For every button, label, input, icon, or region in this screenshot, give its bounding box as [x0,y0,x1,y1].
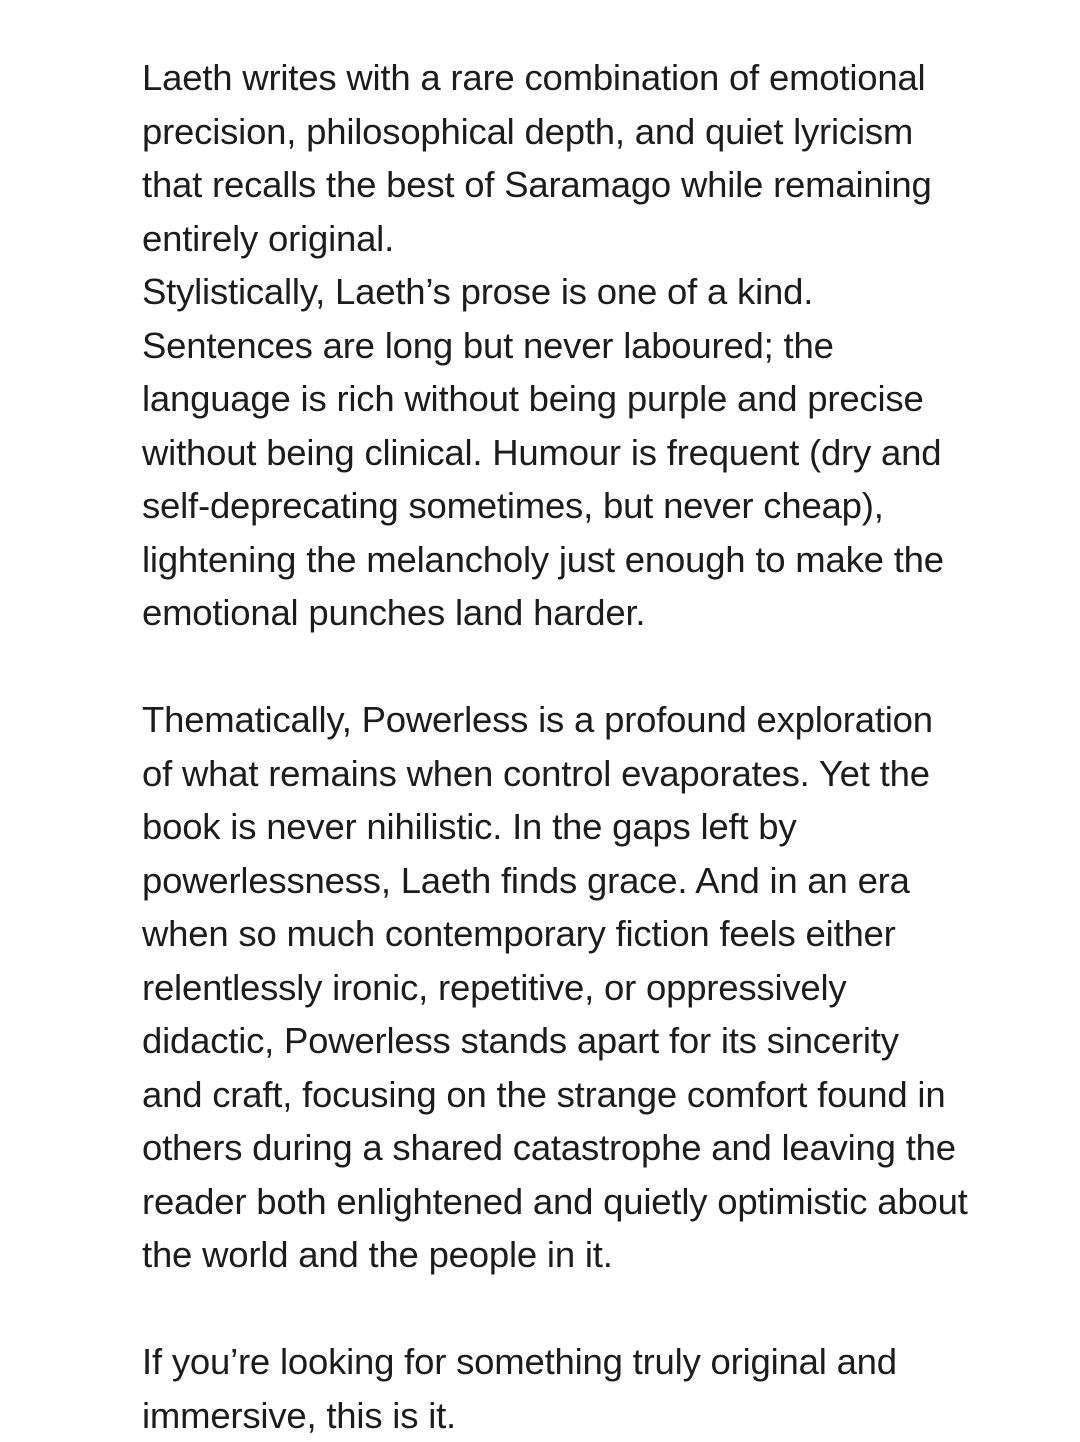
paragraph-3 [142,693,1062,1282]
text-line: reader both enlightened and quietly optimistic about [142,1175,1062,1229]
review-text [142,51,1062,1442]
text-line: of what remains when control evaporates. Yet the [142,747,1062,801]
text-line: If you’re looking for something truly original and [142,1335,1062,1389]
text-line: Stylistically, Laeth’s prose is one of a kind. [142,265,1062,319]
paragraph-2 [142,265,1062,640]
text-line: Thematically, Powerless is a profound exploration [142,693,1062,747]
text-line: entirely original. [142,212,1062,266]
text-line: and craft, focusing on the strange comfort found in [142,1068,1062,1122]
text-line: Sentences are long but never laboured; the [142,319,1062,373]
text-line: precision, philosophical depth, and quiet lyricism [142,105,1062,159]
text-line: when so much contemporary fiction feels either [142,907,1062,961]
paragraph-spacer [142,1282,1062,1336]
text-line: didactic, Powerless stands apart for its sincerity [142,1014,1062,1068]
text-line: others during a shared catastrophe and leaving the [142,1121,1062,1175]
text-line: powerlessness, Laeth finds grace. And in an era [142,854,1062,908]
text-line: emotional punches land harder. [142,586,1062,640]
text-line: lightening the melancholy just enough to make the [142,533,1062,587]
text-line: Laeth writes with a rare combination of emotional [142,51,1062,105]
text-line: self-deprecating sometimes, but never cheap), [142,479,1062,533]
text-line: that recalls the best of Saramago while remaining [142,158,1062,212]
paragraph-1 [142,51,1062,265]
text-line: immersive, this is it. [142,1389,1062,1442]
text-line: language is rich without being purple and precise [142,372,1062,426]
paragraph-4 [142,1335,1062,1442]
text-line: relentlessly ironic, repetitive, or oppressively [142,961,1062,1015]
text-line: book is never nihilistic. In the gaps left by [142,800,1062,854]
text-line: the world and the people in it. [142,1228,1062,1282]
text-line: without being clinical. Humour is frequent (dry and [142,426,1062,480]
paragraph-spacer [142,640,1062,694]
